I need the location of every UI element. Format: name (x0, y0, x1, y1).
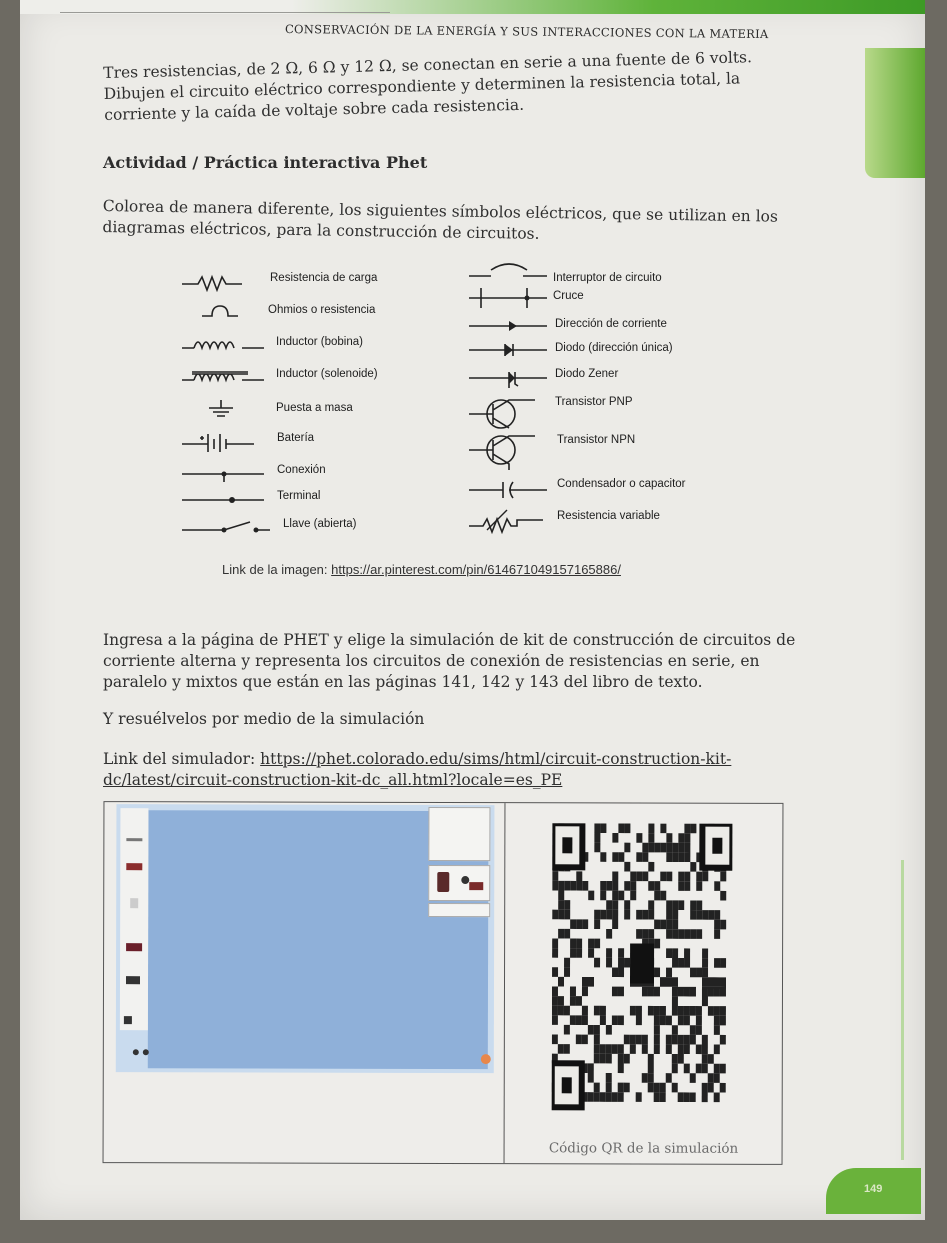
label-open-switch: Llave (abierta) (283, 518, 357, 530)
label-pnp-transistor: Transistor PNP (555, 396, 633, 408)
label-ohm: Ohmios o resistencia (268, 304, 376, 316)
label-inductor-solenoid: Inductor (solenoide) (276, 368, 378, 380)
simulator-url[interactable]: https://phet.colorado.edu/sims/html/circuit-construction-kit-dc/latest/circuit-construction-kit-dc_all.html?locale=es_PE (103, 750, 732, 789)
label-connection: Conexión (277, 464, 326, 476)
simulation-table (103, 801, 784, 1165)
label-zener-diode: Diodo Zener (555, 368, 619, 380)
activity-title: Actividad / Práctica interactiva Phet (103, 153, 428, 172)
page-number: 149 (864, 1183, 883, 1195)
label-terminal: Terminal (277, 490, 321, 502)
phet-paragraph: Ingresa a la página de PHET y elige la simulación de kit de construcción de circuitos de corriente alterna y representa los circuitos de conexión de resistencias en serie, en paralelo y mixtos que están en las páginas 141, 142 y 143 del libro de texto. (103, 631, 796, 691)
label-circuit-breaker: Interruptor de circuito (553, 272, 662, 284)
image-link-label: Link de la imagen: (222, 562, 328, 577)
problem-text: Tres resistencias, de 2 Ω, 6 Ω y 12 Ω, se conectan en serie a una fuente de 6 volts. Dibujen el circuito eléctrico correspondiente y determinen la resistencia total, la corriente y la caída de voltaje sobre cada resistencia. (103, 48, 753, 124)
label-capacitor: Condensador o capacitor (557, 478, 686, 490)
simulator-link-line (103, 749, 783, 791)
label-load-resistor: Resistencia de carga (270, 272, 378, 284)
page-header: CONSERVACIÓN DE LA ENERGÍA Y SUS INTERACCIONES CON LA MATERIA (284, 22, 769, 42)
green-margin-tab (865, 48, 925, 178)
phet-simulation-screenshot (116, 804, 495, 1073)
qr-caption: Código QR de la simulación (548, 1140, 739, 1157)
solve-line: Y resuélvelos por medio de la simulación (103, 710, 425, 728)
electrical-symbols-figure (175, 252, 735, 542)
label-current-direction: Dirección de corriente (555, 318, 667, 330)
qr-pattern (552, 823, 733, 1115)
page-number-tab (826, 1168, 921, 1214)
label-diode: Diodo (dirección única) (555, 342, 673, 354)
instruction-text: Colorea de manera diferente, los siguientes símbolos eléctricos, que se utilizan en los diagramas eléctricos, para la construcción de circuitos. (102, 196, 779, 243)
label-variable-resistor: Resistencia variable (557, 510, 660, 522)
green-margin-line (901, 860, 904, 1160)
label-npn-transistor: Transistor NPN (557, 434, 636, 446)
label-battery: Batería (277, 432, 315, 444)
simulator-label: Link del simulador: (103, 750, 256, 768)
label-crossing: Cruce (553, 290, 584, 302)
qr-code[interactable] (552, 823, 733, 1115)
table-divider (504, 803, 506, 1163)
label-inductor-coil: Inductor (bobina) (276, 336, 363, 348)
label-ground: Puesta a masa (276, 402, 353, 414)
image-link-url[interactable]: https://ar.pinterest.com/pin/614671049157165886/ (331, 562, 621, 577)
image-link-line (222, 562, 621, 577)
header-rule (60, 12, 390, 13)
